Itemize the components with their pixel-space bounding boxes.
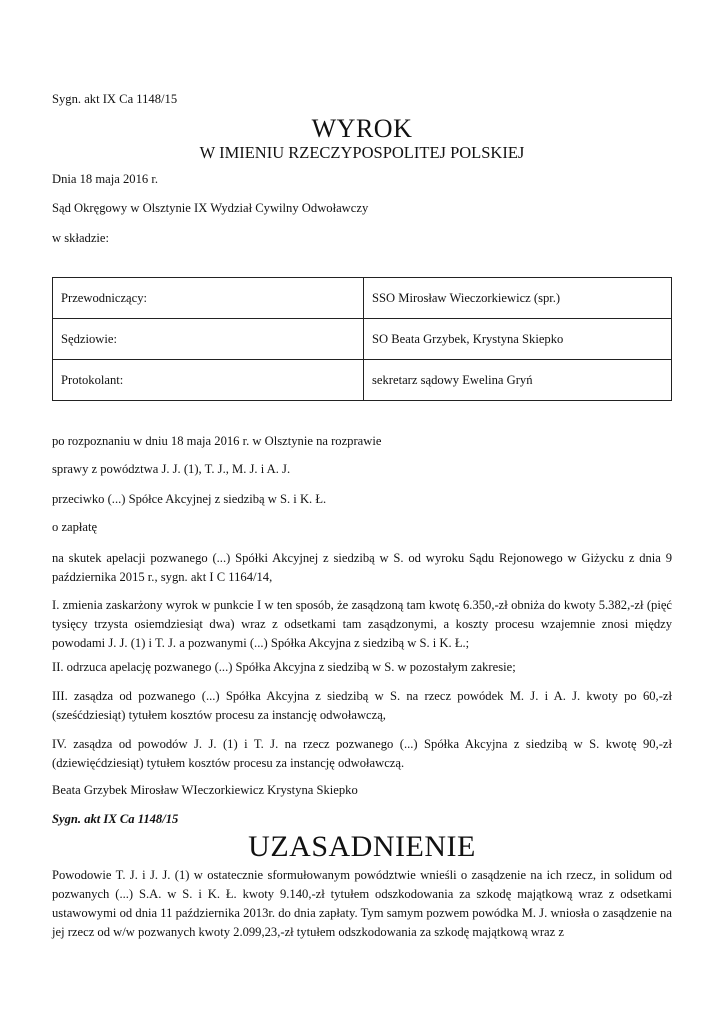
appeal-paragraph: na skutek apelacji pozwanego (...) Spółki Akcyjnej z siedzibą w S. od wyroku Sądu Rejonowego w Giżycku z dnia 9 października 2015 r., sygn. akt I C 1164/14,: [52, 551, 672, 584]
table-row: [53, 319, 672, 360]
role-cell: Protokolant:: [53, 360, 364, 401]
role-cell: Sędziowie:: [53, 319, 364, 360]
table-row: [53, 278, 672, 319]
composition-intro: w składzie:: [52, 231, 110, 245]
judgment-subtitle: W IMIENIU RZECZYPOSPOLITEJ POLSKIEJ: [199, 143, 525, 162]
name-cell: sekretarz sądowy Ewelina Gryń: [364, 360, 672, 401]
ruling-item: III. zasądza od pozwanego (...) Spółka Akcyjna z siedzibą w S. na rzecz powódek M. J. i A. J. kwoty po 60,-zł (sześćdziesiąt) tytułem kosztów procesu za instancję odwoławczą,: [52, 689, 672, 722]
justification-title: UZASADNIENIE: [248, 830, 476, 863]
name-cell: SSO Mirosław Wieczorkiewicz (spr.): [364, 278, 672, 319]
hearing-line: po rozpoznaniu w dniu 18 maja 2016 r. w Olsztynie na rozprawie: [52, 434, 382, 448]
justification-case-number: Sygn. akt IX Ca 1148/15: [52, 812, 179, 826]
role-cell: Przewodniczący:: [53, 278, 364, 319]
table-row: [53, 360, 672, 401]
case-parties: sprawy z powództwa J. J. (1), T. J., M. J. i A. J.: [52, 462, 291, 476]
case-number: Sygn. akt IX Ca 1148/15: [52, 92, 178, 106]
defendant-line: przeciwko (...) Spółce Akcyjnej z siedzibą w S. i K. Ł.: [52, 492, 327, 506]
court-name: Sąd Okręgowy w Olsztynie IX Wydział Cywilny Odwoławczy: [52, 201, 369, 215]
judgment-date: Dnia 18 maja 2016 r.: [52, 172, 158, 186]
subject-line: o zapłatę: [52, 520, 98, 534]
judgment-title: WYROK: [311, 114, 413, 143]
justification-paragraph: Powodowie T. J. i J. J. (1) w ostatecznie sformułowanym powództwie wnieśli o zasądzenie na ich rzecz, in solidum od pozwanych (...) S.A. w S. i K. Ł. kwoty 9.140,-zł tytułem odszkodowania za szkodę majątkową wraz z odsetkami ustawowymi od dnia 11 października 2013r. do dnia zapłaty. Tym samym pozwem powódka M. J. wniosła o zasądzenie na jej rzecz od w/w pozwanych kwoty 2.099,23,-zł tytułem odszkodowania za szkodę majątkową wraz z: [52, 868, 672, 939]
ruling-item: IV. zasądza od powodów J. J. (1) i T. J. na rzecz pozwanego (...) Spółka Akcyjna z siedzibą w S. kwotę 90,-zł (dziewięćdziesiąt) tytułem kosztów procesu za instancję odwoławczą.: [52, 737, 672, 770]
composition-table: [52, 277, 672, 401]
ruling-item: II. odrzuca apelację pozwanego (...) Spółka Akcyjna z siedzibą w S. w pozostałym zakresie;: [52, 660, 516, 674]
signatures: Beata Grzybek Mirosław WIeczorkiewicz Krystyna Skiepko: [52, 783, 358, 797]
name-cell: SO Beata Grzybek, Krystyna Skiepko: [364, 319, 672, 360]
ruling-item: I. zmienia zaskarżony wyrok w punkcie I w ten sposób, że zasądzoną tam kwotę 6.350,-zł obniża do kwoty 5.382,-zł (pięć tysięcy trzysta osiemdziesiąt dwa) wraz z odsetkami tam zasądzonymi, a koszty procesu wzajemnie znosi między powodami J. J. (1) i T. J. a pozwanymi (...) Spółka Akcyjna z siedzibą w S. i K. Ł.;: [52, 598, 672, 650]
